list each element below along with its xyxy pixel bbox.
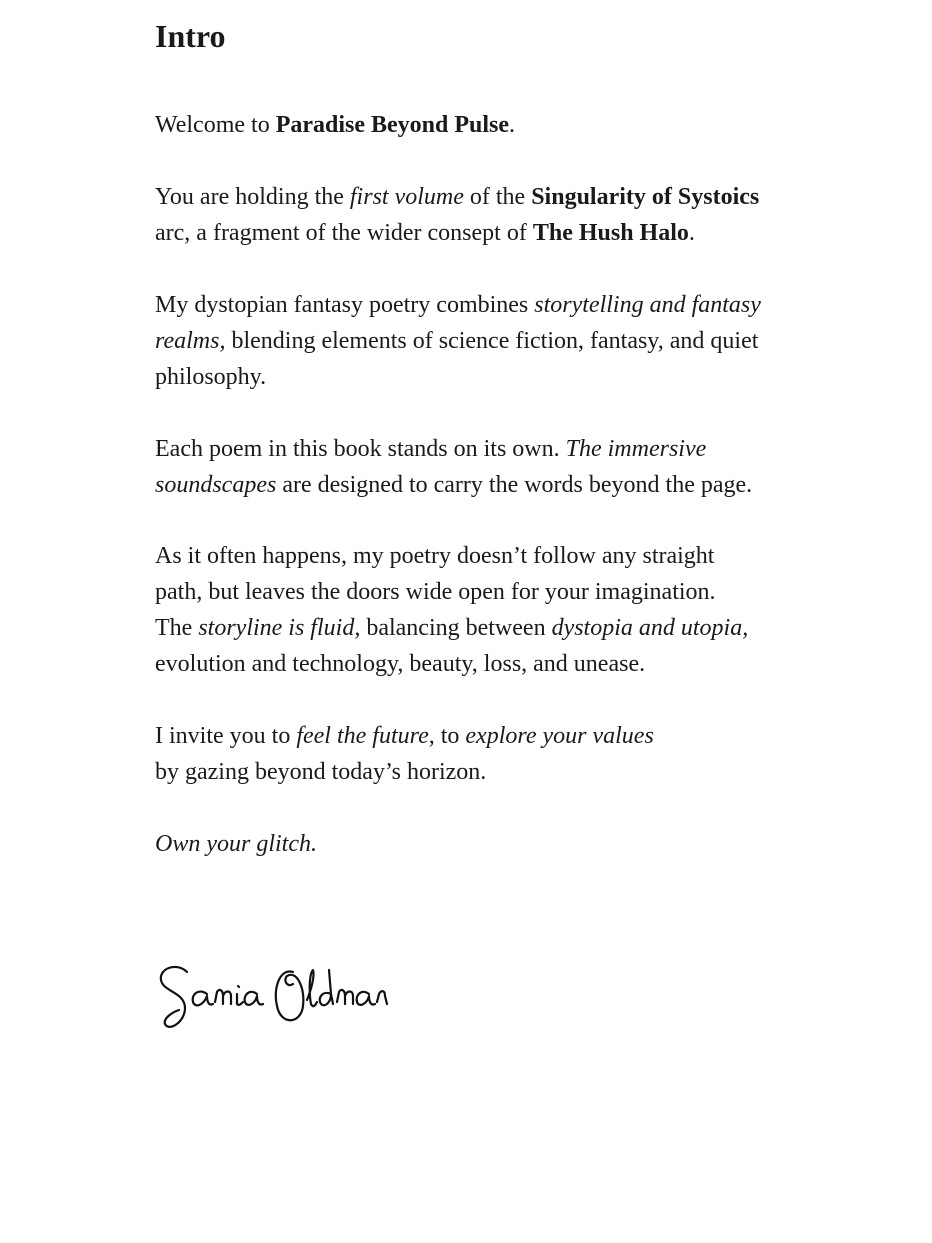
paragraph-welcome — [155, 107, 515, 143]
storyline-text-5: evolution and technology, beauty, loss, and unease. — [155, 651, 646, 677]
volume-text-2: of the — [463, 184, 532, 210]
closing-line: Own your glitch. — [155, 831, 317, 857]
invite-text-3: by gazing beyond today’s horizon. — [155, 759, 487, 785]
genre-emphasis-1: storytelling and fantasy — [534, 292, 761, 318]
concept-title: The Hush Halo — [532, 220, 689, 246]
page-title: Intro — [155, 18, 226, 54]
storyline-text-3: The — [155, 615, 199, 641]
invite-emphasis-1: feel the future, — [296, 723, 435, 749]
book-title: Paradise Beyond Pulse — [275, 112, 510, 138]
paragraph-genre — [155, 287, 761, 395]
welcome-text: Welcome to — [155, 112, 276, 138]
poems-emphasis-2: soundscapes — [155, 472, 277, 498]
invite-text-1: I invite you to — [155, 723, 297, 749]
storyline-emphasis-1: storyline is fluid, — [198, 615, 361, 641]
welcome-period: . — [509, 112, 516, 138]
handwritten-signature-icon — [155, 950, 395, 1040]
storyline-text-4: balancing between — [360, 615, 552, 641]
genre-text-3: philosophy. — [155, 364, 267, 390]
poems-emphasis-1: The immersive — [565, 436, 707, 462]
paragraph-volume — [155, 179, 759, 251]
volume-period: . — [688, 220, 695, 246]
genre-text-2: blending elements of science fiction, fantasy, and quiet — [225, 328, 759, 354]
poems-text-2: are designed to carry the words beyond the page. — [276, 472, 753, 498]
volume-text-1: You are holding the — [155, 184, 350, 210]
genre-emphasis-2: realms, — [155, 328, 226, 354]
storyline-text-1: As it often happens, my poetry doesn’t follow any straight — [155, 543, 715, 569]
volume-emphasis: first volume — [349, 184, 464, 210]
paragraph-storyline — [155, 538, 748, 682]
storyline-text-2: path, but leaves the doors wide open for your imagination. — [155, 579, 716, 605]
arc-title: Singularity of Systoics — [531, 184, 760, 210]
invite-emphasis-2: explore your values — [465, 723, 654, 749]
poems-text-1: Each poem in this book stands on its own. — [155, 436, 566, 462]
invite-text-2: to — [434, 723, 466, 749]
genre-text-1: My dystopian fantasy poetry combines — [155, 292, 535, 318]
paragraph-poems — [155, 431, 752, 503]
paragraph-invite — [155, 718, 654, 790]
volume-text-3: arc, a fragment of the wider consept of — [155, 220, 533, 246]
storyline-emphasis-2: dystopia and utopia, — [551, 615, 749, 641]
